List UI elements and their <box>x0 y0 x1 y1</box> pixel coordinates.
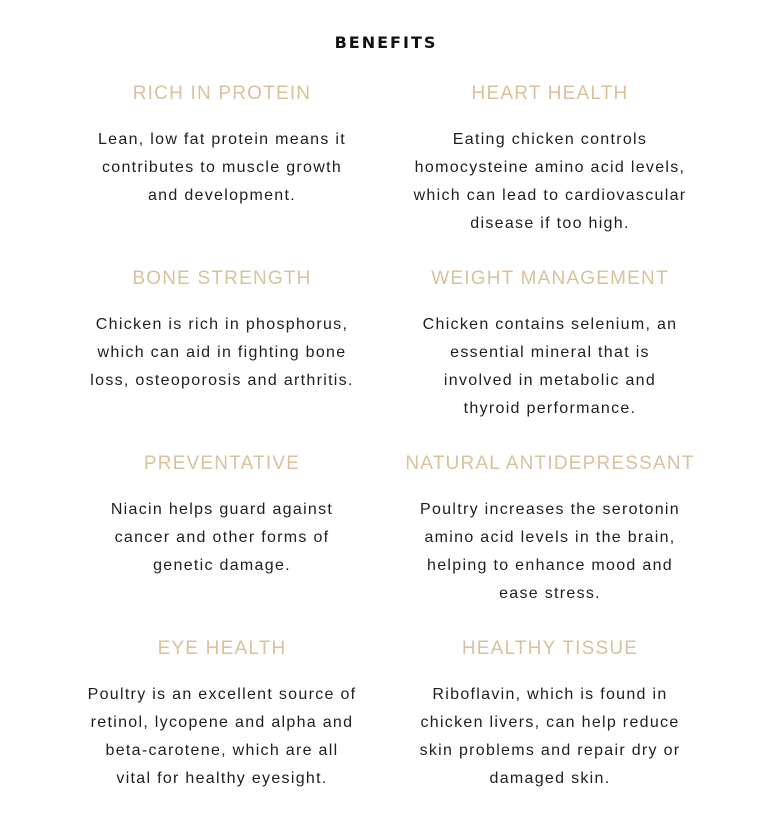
benefit-line: Lean, low fat protein means it <box>97 131 346 148</box>
benefit-bone-strength <box>72 267 372 395</box>
benefit-title: RICH IN PROTEIN <box>132 83 312 104</box>
benefit-line: Chicken is rich in phosphorus, <box>95 316 349 333</box>
benefit-title: WEIGHT MANAGEMENT <box>431 268 669 289</box>
benefit-line: essential mineral that is <box>450 344 650 361</box>
benefit-line: ease stress. <box>499 585 601 602</box>
benefit-description <box>72 311 372 395</box>
benefit-title: BONE STRENGTH <box>132 268 312 289</box>
benefit-line: homocysteine amino acid levels, <box>414 159 686 176</box>
benefit-line: Niacin helps guard against <box>110 501 334 518</box>
benefit-description <box>398 681 702 793</box>
benefit-description <box>398 126 702 238</box>
benefit-title: NATURAL ANTIDEPRESSANT <box>405 453 695 474</box>
benefit-description <box>72 681 372 793</box>
benefit-line: thyroid performance. <box>463 400 637 417</box>
benefit-title: HEART HEALTH <box>471 83 629 104</box>
benefit-line: Poultry is an excellent source of <box>87 686 357 703</box>
benefit-line: skin problems and repair dry or <box>419 742 681 759</box>
benefit-line: damaged skin. <box>489 770 611 787</box>
benefit-description <box>398 311 702 423</box>
benefit-title: HEALTHY TISSUE <box>461 638 639 659</box>
benefit-title: PREVENTATIVE <box>143 453 301 474</box>
benefit-line: disease if too high. <box>470 215 630 232</box>
benefit-line: and development. <box>147 187 296 204</box>
benefit-healthy-tissue <box>398 637 702 793</box>
benefit-line: which can lead to cardiovascular <box>413 187 687 204</box>
benefit-line: helping to enhance mood and <box>427 557 673 574</box>
benefit-line: chicken livers, can help reduce <box>420 714 680 731</box>
benefit-line: Chicken contains selenium, an <box>422 316 678 333</box>
benefit-description <box>72 496 372 580</box>
benefit-title: EYE HEALTH <box>157 638 287 659</box>
benefit-line: loss, osteoporosis and arthritis. <box>90 372 354 389</box>
benefit-line: which can aid in fighting bone <box>97 344 347 361</box>
benefit-line: vital for healthy eyesight. <box>116 770 328 787</box>
benefit-description <box>398 496 702 608</box>
section-heading: BENEFITS <box>334 33 438 52</box>
benefit-line: retinol, lycopene and alpha and <box>90 714 354 731</box>
benefit-line: genetic damage. <box>153 557 291 574</box>
benefit-line: cancer and other forms of <box>114 529 330 546</box>
benefit-line: beta-carotene, which are all <box>105 742 339 759</box>
benefit-line: involved in metabolic and <box>443 372 657 389</box>
benefit-natural-antidepressant <box>398 452 702 608</box>
benefit-line: Poultry increases the serotonin <box>420 501 680 518</box>
benefit-line: contributes to muscle growth <box>101 159 343 176</box>
benefit-line: Eating chicken controls <box>452 131 648 148</box>
benefit-description <box>72 126 372 210</box>
benefit-line: Riboflavin, which is found in <box>432 686 668 703</box>
benefit-weight-management <box>398 267 702 423</box>
benefit-line: amino acid levels in the brain, <box>424 529 676 546</box>
benefit-preventative <box>72 452 372 580</box>
benefit-heart-health <box>398 82 702 238</box>
benefit-eye-health <box>72 637 372 793</box>
benefit-rich-in-protein <box>72 82 372 210</box>
